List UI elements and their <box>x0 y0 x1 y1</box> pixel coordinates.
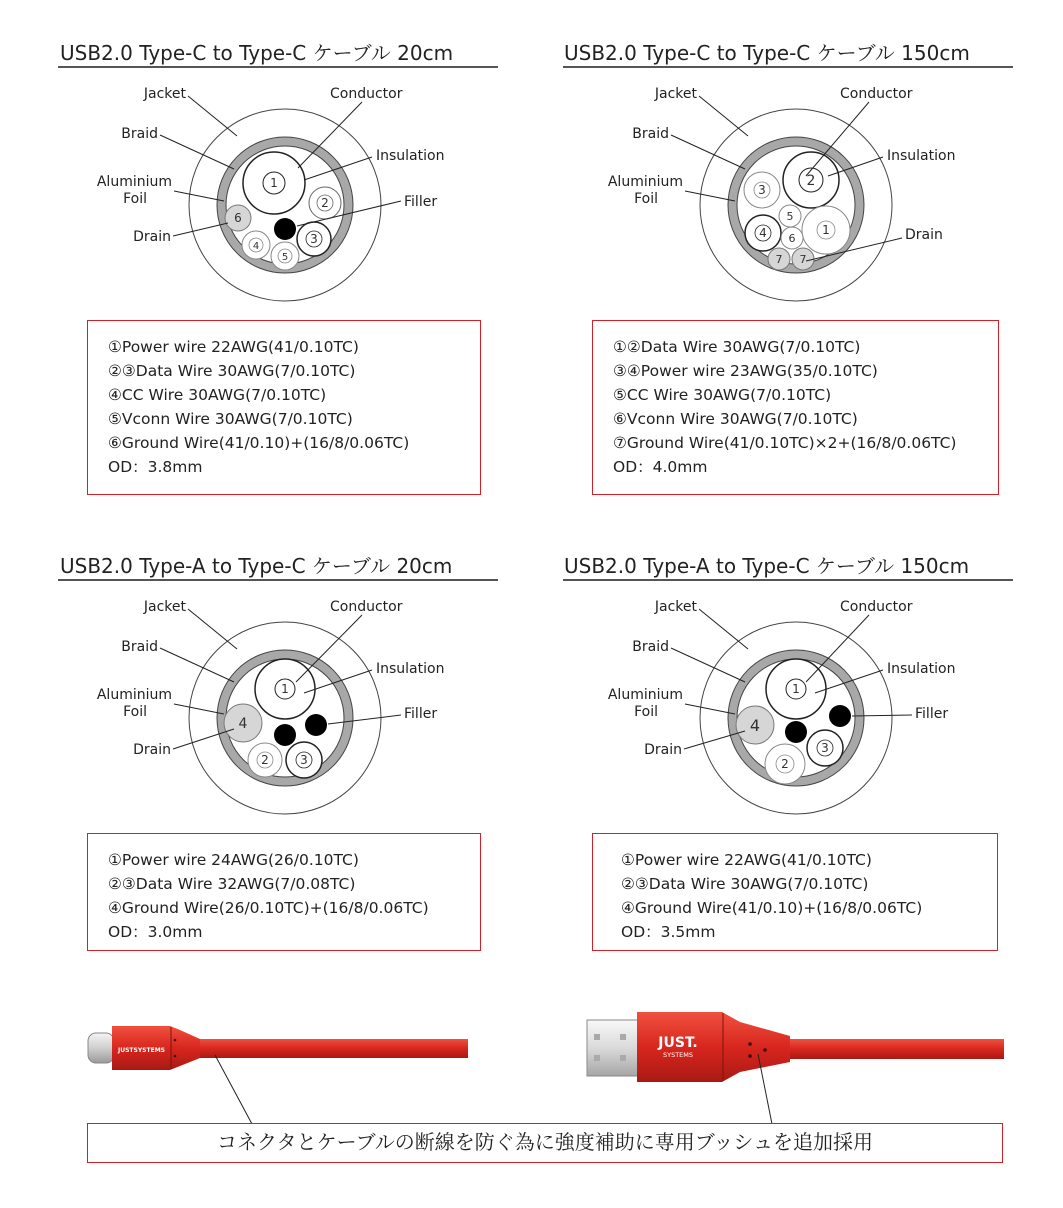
label-conductor: Conductor <box>840 599 913 615</box>
label-aluminium: Aluminium <box>607 687 683 703</box>
label-jacket: Jacket <box>654 599 697 615</box>
label-foil: Foil <box>123 704 147 720</box>
spec-line: ①Power wire 22AWG(41/0.10TC) <box>621 851 872 869</box>
num-3: 3 <box>821 741 829 755</box>
num-1: 1 <box>281 682 289 696</box>
spec-line: ①②Data Wire 30AWG(7/0.10TC) <box>613 338 861 356</box>
spec-line: ④CC Wire 30AWG(7/0.10TC) <box>108 386 327 404</box>
label-drain: Drain <box>133 742 171 758</box>
label-braid: Braid <box>632 639 669 655</box>
label-braid: Braid <box>632 126 669 142</box>
panel-4-spec-box <box>592 833 998 951</box>
label-drain: Drain <box>133 229 171 245</box>
num-6: 6 <box>234 211 242 225</box>
typec-brand-logo: JUSTSYSTEMS <box>118 1047 165 1054</box>
label-foil: Foil <box>634 191 658 207</box>
panel-1-spec-box <box>87 320 481 495</box>
num-4: 4 <box>749 716 761 735</box>
spec-line: OD：4.0mm <box>613 458 708 476</box>
num-2: 2 <box>806 173 816 189</box>
label-insulation: Insulation <box>887 148 956 164</box>
num-2: 2 <box>261 753 269 767</box>
spec-line: ⑤CC Wire 30AWG(7/0.10TC) <box>613 386 832 404</box>
usb-a-plug <box>587 1020 639 1076</box>
label-insulation: Insulation <box>376 661 445 677</box>
num-7: 7 <box>799 253 807 266</box>
spec-line: OD：3.8mm <box>108 458 203 476</box>
panel-4-title: USB2.0 Type-A to Type-C ケーブル 150cm <box>564 554 970 578</box>
spec-line: ①Power wire 24AWG(26/0.10TC) <box>108 851 359 869</box>
panel-3-title: USB2.0 Type-A to Type-C ケーブル 20cm <box>60 554 453 578</box>
label-filler: Filler <box>915 706 949 722</box>
num-4: 4 <box>759 226 767 240</box>
spec-line: OD：3.0mm <box>108 923 203 941</box>
usb-c-plug <box>88 1033 114 1063</box>
bushing-note: コネクタとケーブルの断線を防ぐ為に強度補助に専用ブッシュを追加採用 <box>87 1123 1003 1163</box>
num-3: 3 <box>310 232 318 246</box>
num-2: 2 <box>321 196 329 210</box>
label-jacket: Jacket <box>143 86 186 102</box>
spec-line: ②③Data Wire 32AWG(7/0.08TC) <box>108 875 356 893</box>
filler-b <box>305 714 327 736</box>
label-foil: Foil <box>634 704 658 720</box>
cable-body <box>200 1039 468 1058</box>
label-jacket: Jacket <box>143 599 186 615</box>
num-3: 3 <box>758 183 766 197</box>
num-4: 4 <box>238 716 248 732</box>
spec-line: ②③Data Wire 30AWG(7/0.10TC) <box>108 362 356 380</box>
num-1: 1 <box>822 223 830 237</box>
label-drain: Drain <box>644 742 682 758</box>
label-filler: Filler <box>404 194 438 210</box>
label-conductor: Conductor <box>840 86 913 102</box>
panel-1-title: USB2.0 Type-C to Type-C ケーブル 20cm <box>60 41 454 65</box>
panel-3-spec-box <box>87 833 481 951</box>
label-insulation: Insulation <box>887 661 956 677</box>
typea-brand-logo-line1: JUST. <box>658 1035 698 1051</box>
num-3: 3 <box>300 753 308 767</box>
label-drain: Drain <box>905 227 943 243</box>
panel-2-title: USB2.0 Type-C to Type-C ケーブル 150cm <box>564 41 970 65</box>
type-c-cable-photo <box>80 1010 480 1130</box>
spec-line: ④Ground Wire(26/0.10TC)+(16/8/0.06TC) <box>108 899 429 917</box>
label-insulation: Insulation <box>376 148 445 164</box>
label-aluminium: Aluminium <box>607 174 683 190</box>
cable-body <box>790 1039 1004 1059</box>
panel-2-cross-section <box>590 78 1010 308</box>
num-5: 5 <box>281 252 289 263</box>
label-foil: Foil <box>123 191 147 207</box>
spec-line: ②③Data Wire 30AWG(7/0.10TC) <box>621 875 869 893</box>
num-5: 5 <box>786 210 794 223</box>
type-a-cable-photo <box>580 1000 1010 1125</box>
num-2: 2 <box>781 757 789 771</box>
panel-2-title-rule <box>563 66 1013 68</box>
panel-3-title-rule <box>58 579 498 581</box>
num-1: 1 <box>792 682 800 696</box>
spec-line: OD：3.5mm <box>621 923 716 941</box>
panel-4-title-rule <box>563 579 1013 581</box>
panel-3-cross-section <box>80 592 500 822</box>
num-1: 1 <box>270 176 278 190</box>
panel-1-title-rule <box>58 66 498 68</box>
spec-line: ⑦Ground Wire(41/0.10TC)×2+(16/8/0.06TC) <box>613 434 957 452</box>
filler-a <box>274 724 296 746</box>
label-braid: Braid <box>121 126 158 142</box>
label-aluminium: Aluminium <box>96 687 172 703</box>
label-conductor: Conductor <box>330 86 403 102</box>
filler <box>274 218 296 240</box>
filler-b <box>829 705 851 727</box>
spec-line: ③④Power wire 23AWG(35/0.10TC) <box>613 362 878 380</box>
spec-line: ①Power wire 22AWG(41/0.10TC) <box>108 338 359 356</box>
filler-a <box>785 721 807 743</box>
spec-line: ⑥Ground Wire(41/0.10)+(16/8/0.06TC) <box>108 434 410 452</box>
pointer-line <box>215 1055 252 1124</box>
label-conductor: Conductor <box>330 599 403 615</box>
num-7: 7 <box>775 253 783 266</box>
label-jacket: Jacket <box>654 86 697 102</box>
num-6: 6 <box>788 232 796 245</box>
panel-4-cross-section <box>590 592 1010 822</box>
label-filler: Filler <box>404 706 438 722</box>
label-aluminium: Aluminium <box>96 174 172 190</box>
panel-2-spec-box <box>592 320 999 495</box>
spec-line: ④Ground Wire(41/0.10)+(16/8/0.06TC) <box>621 899 923 917</box>
num-4: 4 <box>252 241 260 252</box>
panel-1-cross-section <box>80 78 500 308</box>
typea-brand-logo-line2: SYSTEMS <box>662 1051 694 1059</box>
spec-line: ⑥Vconn Wire 30AWG(7/0.10TC) <box>613 410 858 428</box>
label-braid: Braid <box>121 639 158 655</box>
spec-line: ⑤Vconn Wire 30AWG(7/0.10TC) <box>108 410 353 428</box>
